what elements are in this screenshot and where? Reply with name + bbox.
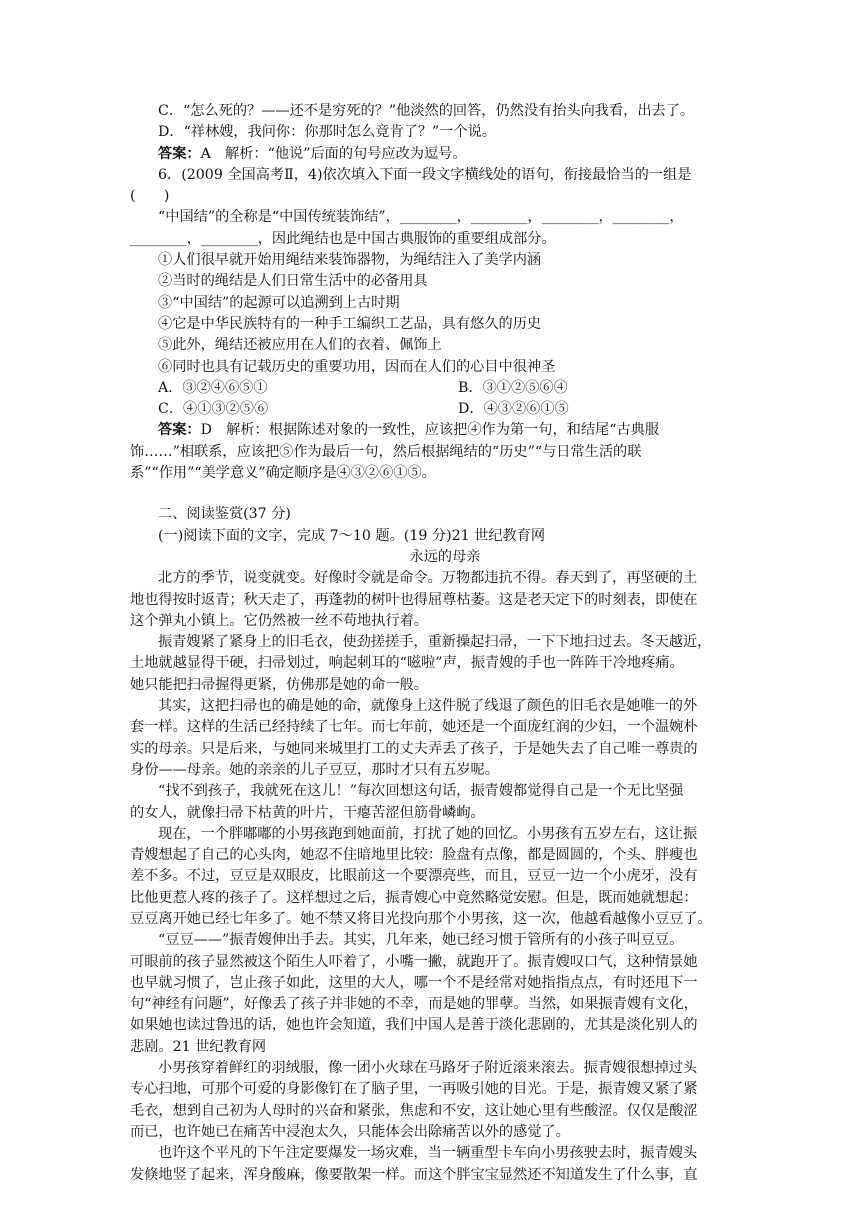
passage-line: 的女人，就像扫帚下枯黄的叶片，干瘪苦涩但筋骨嶙峋。 xyxy=(130,804,485,821)
q6-answer-line: 饰……”相联系，应该把⑤作为最后一句，然后根据绳结的“历史”“与日常生活的联 xyxy=(130,443,642,460)
passage-line: 实的母亲。只是后来，与她同来城里打工的丈夫弄丢了孩子，于是她失去了自己唯一尊贵的 xyxy=(130,740,698,757)
passage-line: “豆豆——”振青嫂伸出手去。其实，几年来，她已经习惯于管所有的小孩子叫豆豆。 xyxy=(158,932,684,949)
passage-line: 青嫂想起了自己的心头肉，她忍不住暗地里比较：脸盘有点像，都是圆圆的，个头、胖瘦也 xyxy=(130,847,698,864)
passage-paragraph xyxy=(130,781,760,824)
q6-passage-line: ________，________，因此绳结也是中国古典服饰的重要组成部分。 xyxy=(130,230,556,247)
passage-line: 而已，也许她已在痛苦中浸泡太久，只能体会出除痛苦以外的感觉了。 xyxy=(130,1123,570,1140)
q6-item: ②当时的绳结是人们日常生活中的必备用具 xyxy=(158,273,428,290)
passage-paragraph xyxy=(130,696,760,781)
q5-option-d: D．“祥林嫂，我问你：你那时怎么竟肯了？”一个说。 xyxy=(158,124,497,141)
q5-option-c: C．“怎么死的？——还不是穷死的？”他淡然的回答，仍然没有抬头向我看，出去了。 xyxy=(158,103,695,119)
passage-line: 其实，这把扫帚也的确是她的命，就像身上这件脱了线退了颜色的旧毛衣是她唯一的外 xyxy=(158,698,698,715)
passage-line: 可眼前的孩子显然被这个陌生人吓着了，小嘴一撇，就跑开了。振青嫂叹口气，这种情景她 xyxy=(130,953,698,970)
q6-option-b: B．③①②⑤⑥④ xyxy=(458,379,568,396)
passage-line: 现在，一个胖嘟嘟的小男孩跑到她面前，打扰了她的回忆。小男孩有五岁左右，这让振 xyxy=(158,825,698,842)
q6-option-c: C．④①③②⑤⑥ xyxy=(158,401,269,418)
passage-line: 差不多。不过，豆豆是双眼皮，比眼前这一个要漂亮些，而且，豆豆一边一个小虎牙，没有 xyxy=(130,868,698,885)
passage-line: 豆豆离开她已经七年多了。她不禁又将目光投向那个小男孩，这一次，他越看越像小豆豆了。 xyxy=(130,910,712,927)
passage-paragraph xyxy=(130,1143,760,1186)
passage-line: 也早就习惯了，岂止孩子如此，这里的大人，哪一个不是经常对她指指点点，有时还甩下一 xyxy=(130,974,698,991)
q6-item: ③“中国结”的起源可以追溯到上古时期 xyxy=(158,294,400,311)
passage-body xyxy=(130,568,760,1186)
passage-line: 她只能把扫帚握得更紧，仿佛那是她的命一般。 xyxy=(130,676,428,693)
passage-paragraph xyxy=(130,632,760,696)
passage-line: 专心扫地，可那个可爱的身影像钉在了脑子里，一再吸引她的目光。于是，振青嫂又紧了紧 xyxy=(130,1081,698,1098)
passage-paragraph xyxy=(130,824,760,930)
passage-paragraph xyxy=(130,930,760,1058)
passage-paragraph xyxy=(130,1058,760,1143)
q6-option-d: D．④③②⑥①⑤ xyxy=(458,401,569,418)
passage-line: 小男孩穿着鲜红的羽绒服，像一团小火球在马路牙子附近滚来滚去。振青嫂很想掉过头 xyxy=(158,1060,698,1077)
passage-line: 如果她也读过鲁迅的话，她也许会知道，我们中国人是善于淡化悲剧的，尤其是淡化别人的 xyxy=(130,1017,698,1034)
q6-item: ④它是中华民族特有的一种手工编织工艺品，具有悠久的历史 xyxy=(158,315,542,332)
passage-line: 比他更惹人疼的孩子了。这样想过之后，振青嫂心中竟然略觉安慰。但是，既而她就想起： xyxy=(130,889,698,906)
q6-item: ⑥同时也具有记载历史的重要功用，因而在人们的心目中很神圣 xyxy=(158,358,556,375)
passage-line: 悲剧。21 世纪教育网 xyxy=(130,1038,267,1055)
q6-answer xyxy=(130,420,760,441)
q6-answer-line: 系”“作用”“美学意义”确定顺序是④③②⑥①⑤。 xyxy=(130,465,436,482)
section-subheading: (一)阅读下面的文字，完成 7～10 题。(19 分)21 世纪教育网 xyxy=(158,527,546,544)
q6-options-row xyxy=(130,378,760,399)
q6-stem-bracket: ( ) xyxy=(130,188,170,205)
passage-line: 这个弹丸小镇上。它仍然被一丝不苟地执行着。 xyxy=(130,612,428,629)
passage-paragraph xyxy=(130,568,760,632)
q6-passage-line: “中国结”的全称是“中国传统装饰结”，________，________，________，________， xyxy=(158,209,684,226)
passage-line: 土地就越显得干硬，扫帚划过，响起刺耳的“嗞啦”声，振青嫂的手也一阵阵干冷地疼痛。 xyxy=(130,655,684,672)
answer-text: D 解析：根据陈述对象的一致性，应该把④作为第一句，和结尾“古典服 xyxy=(200,422,660,439)
passage-line: 北方的季节，说变就变。好像时令就是命令。万物都违抗不得。春天到了，再坚硬的土 xyxy=(158,570,698,587)
section-heading: 二、阅读鉴赏(37 分) xyxy=(158,506,291,523)
q6-item: ⑤此外，绳结还被应用在人们的衣着、佩饰上 xyxy=(158,337,442,354)
q6-options-row xyxy=(130,399,760,420)
passage-line: 发倏地竖了起来，浑身酸麻，像要散架一样。而这个胖宝宝显然还不知道发生了什么事，直 xyxy=(130,1166,698,1183)
passage-line: 句“神经有问题”，好像丢了孩子并非她的不幸，而是她的罪孽。当然，如果振青嫂有文化， xyxy=(130,996,698,1013)
answer-label: 答案： xyxy=(158,422,201,439)
passage-title: 永远的母亲 xyxy=(409,548,481,565)
q6-option-a: A．③②④⑥⑤① xyxy=(158,379,268,396)
passage-line: 套一样。这样的生活已经持续了七年。而七年前，她还是一个面庞红润的少妇，一个温婉朴 xyxy=(130,719,698,736)
passage-line: 也许这个平凡的下午注定要爆发一场灾难，当一辆重型卡车向小男孩驶去时，振青嫂头 xyxy=(158,1145,698,1162)
answer-label: 答案： xyxy=(158,145,201,162)
passage-line: “找不到孩子，我就死在这儿！”每次回想这句话，振青嫂都觉得自己是一个无比坚强 xyxy=(158,783,684,800)
passage-line: 地也得按时返青；秋天走了，再蓬勃的树叶也得屈尊枯萎。这是老天定下的时刻表，即使在 xyxy=(130,591,698,608)
passage-line: 振青嫂紧了紧身上的旧毛衣，使劲搓搓手，重新操起扫帚，一下下地扫过去。冬天越近， xyxy=(158,634,712,651)
q5-answer xyxy=(130,144,760,165)
passage-line: 毛衣，想到自己初为人母时的兴奋和紧张，焦虑和不安，这让她心里有些酸涩。仅仅是酸涩 xyxy=(130,1102,698,1119)
passage-line: 身份——母亲。她的亲亲的儿子豆豆，那时才只有五岁呢。 xyxy=(130,761,499,778)
q6-stem: 6．(2009 全国高考Ⅱ，4)依次填入下面一段文字横线处的语句，衔接最恰当的一组是 xyxy=(158,166,692,183)
answer-text: A 解析：“他说”后面的句号应改为逗号。 xyxy=(200,145,467,162)
q6-item: ①人们很早就开始用绳结来装饰器物，为绳结注入了美学内涵 xyxy=(158,252,542,269)
